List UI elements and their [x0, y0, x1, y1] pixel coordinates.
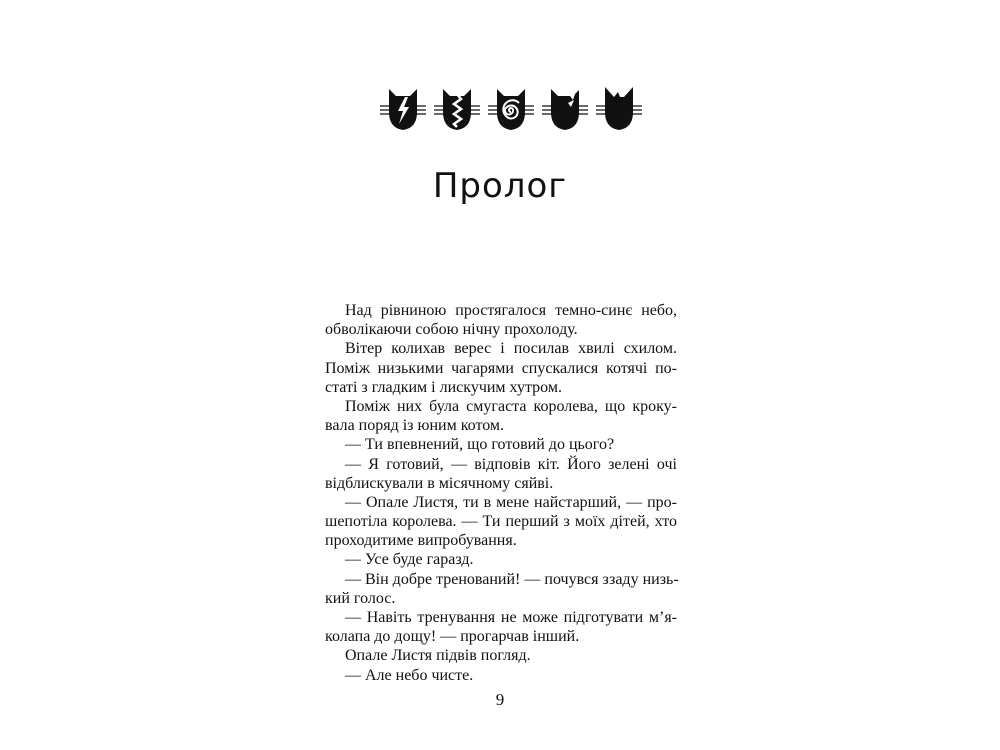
text-line: Поміж них була смугаста королева, що кроку- — [345, 397, 677, 415]
lightning-cat-emblem-icon — [380, 86, 426, 132]
text-line: — Він добре тренований! — почувся ззаду низь- — [345, 570, 679, 588]
zigzag-cat-emblem-icon — [434, 86, 480, 132]
chapter-emblems — [380, 86, 642, 132]
text-line: — Навіть тренування не може підготувати м’я- — [345, 609, 677, 626]
page-number: 9 — [495, 690, 505, 709]
text-line: Над рівниною простягалося темно-синє небо, — [345, 302, 677, 319]
text-line: обволікаючи собою нічну прохолоду. — [325, 321, 578, 339]
text-line: шепотіла королева. — Ти перший з моїх дітей, хто — [325, 513, 677, 531]
text-line: проходитиме випробування. — [325, 532, 517, 550]
text-line: Вітер колихав верес і посилав хвилі схилом. — [345, 340, 677, 358]
text-line: статі з гладким і лискучим хутром. — [325, 378, 562, 396]
chapter-title: Пролог — [432, 166, 568, 206]
text-line: — Усе буде гаразд. — [345, 551, 474, 569]
text-line: — Опале Листя, ти в мене найстарший, — про- — [345, 493, 677, 511]
tall-ears-cat-emblem-icon — [596, 86, 642, 132]
text-line: Опале Листя підвів погляд. — [345, 647, 531, 665]
text-line: відблискували в місячному сяйві. — [325, 474, 554, 492]
text-line: вала поряд із юним котом. — [325, 417, 505, 435]
text-line: кий голос. — [325, 589, 396, 607]
text-line: колапа до дощу! — прогарчав інший. — [325, 628, 580, 646]
text-line: — Ти впевнений, що готовий до цього? — [345, 436, 615, 454]
prologue-text — [325, 301, 677, 685]
spiral-cat-emblem-icon — [488, 86, 534, 132]
text-line: Поміж низькими чагарями спускалися котячі по- — [325, 359, 677, 377]
text-line: — Але небо чисте. — [345, 666, 474, 684]
broken-ear-cat-emblem-icon — [542, 86, 588, 132]
text-line: — Я готовий, — відповів кіт. Його зелені очі — [345, 455, 677, 473]
